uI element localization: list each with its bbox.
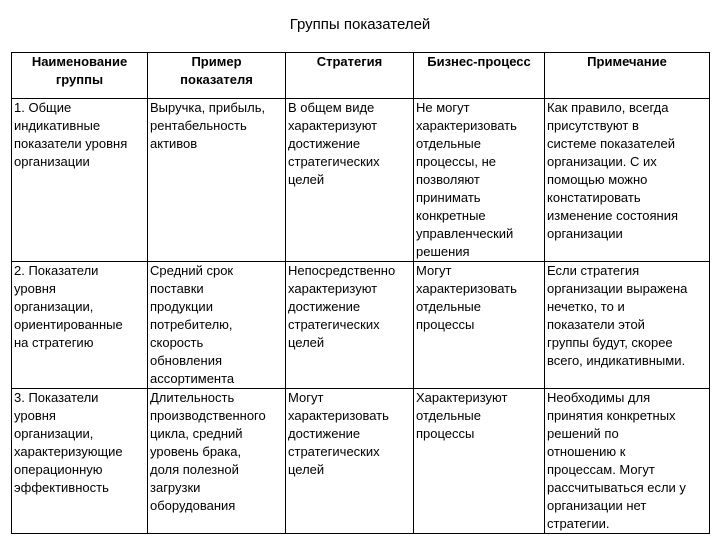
page-title: Группы показателей (289, 16, 431, 33)
row3-example-cell: Длительность производственного цикла, средний уровень брака, доля полезной загрузки оборудования (148, 389, 286, 534)
row2-strategy-cell: Непосредственно характеризуют достижение стратегических целей (286, 262, 414, 389)
row3-note-cell: Необходимы для принятия конкретных решений по отношению к процессам. Могут рассчитываться если у организации нет стратегии. (545, 389, 710, 534)
table-row (12, 99, 710, 262)
row3-process-cell: Характеризуют отдельные процессы (414, 389, 545, 534)
header-example: Пример показателя (148, 53, 286, 99)
header-strategy: Стратегия (286, 53, 414, 99)
header-note: Примечание (545, 53, 710, 99)
row2-example-cell: Средний срок поставки продукции потребителю, скорость обновления ассортимента (148, 262, 286, 389)
row1-note-cell: Как правило, всегда присутствуют в системе показателей организации. С их помощью можно констатировать изменение состояния организации (545, 99, 710, 262)
row2-process-cell: Могут характеризовать отдельные процессы (414, 262, 545, 389)
header-group-name: Наименование группы (12, 53, 148, 99)
table-row (12, 262, 710, 389)
row1-example-cell: Выручка, прибыль, рентабельность активов (148, 99, 286, 262)
row3-group-cell: 3. Показатели уровня организации, характеризующие операционную эффективность (12, 389, 148, 534)
table-row (12, 389, 710, 534)
header-business-process: Бизнес-процесс (414, 53, 545, 99)
header-row (12, 53, 710, 99)
row1-process-cell: Не могут характеризовать отдельные процессы, не позволяют принимать конкретные управленческий решения (414, 99, 545, 262)
row2-note-cell: Если стратегия организации выражена нечетко, то и показатели этой группы будут, скорее всего, индикативными. (545, 262, 710, 389)
row1-group-cell: 1. Общие индикативные показатели уровня организации (12, 99, 148, 262)
row1-strategy-cell: В общем виде характеризуют достижение стратегических целей (286, 99, 414, 262)
row3-strategy-cell: Могут характеризовать достижение стратегических целей (286, 389, 414, 534)
row2-group-cell: 2. Показатели уровня организации, ориентированные на стратегию (12, 262, 148, 389)
indicator-groups-table (11, 52, 710, 534)
